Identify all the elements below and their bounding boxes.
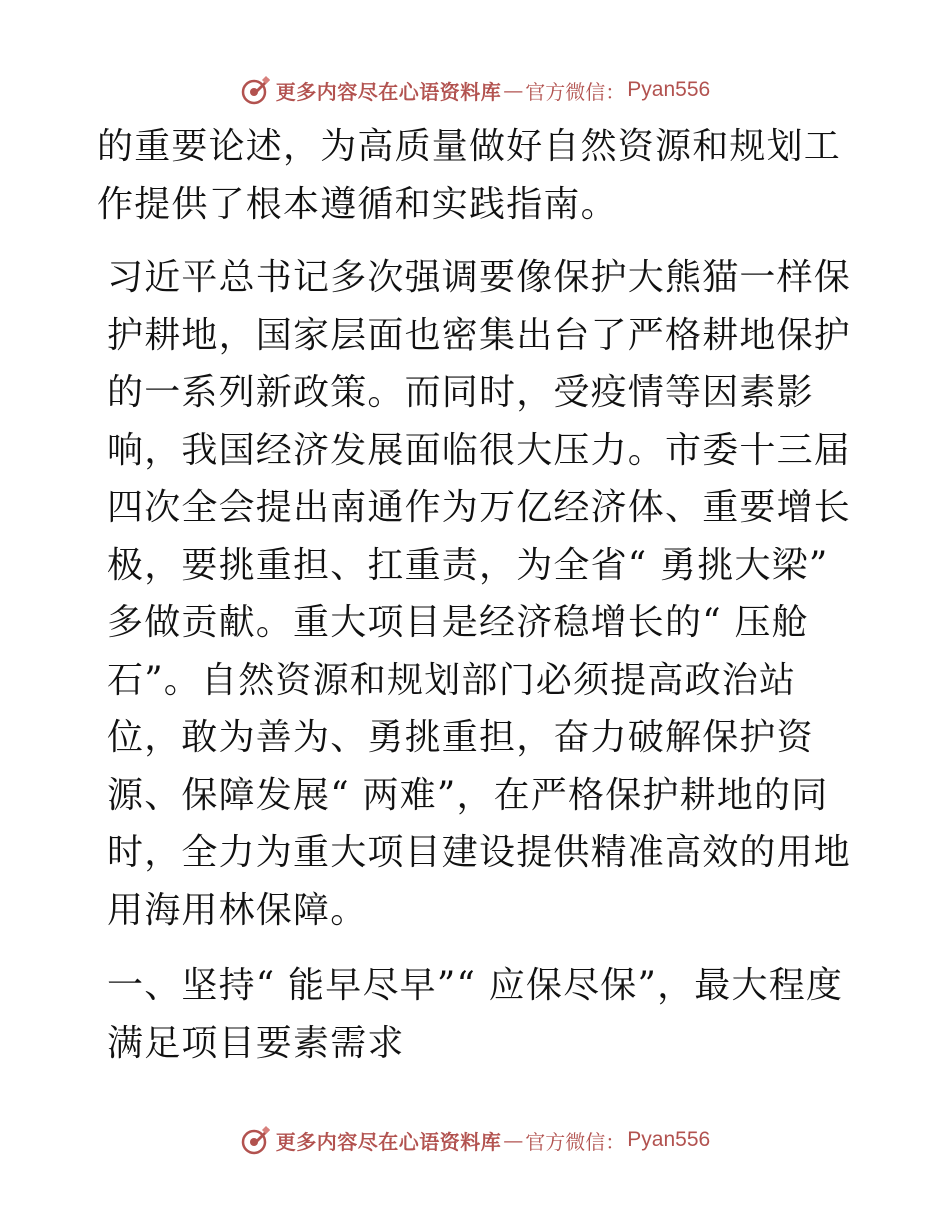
banner-dash: —: [503, 78, 524, 102]
banner-wechat-id: Pyan556: [627, 1128, 711, 1151]
section-heading: 一、坚持“ 能早尽早”“ 应保尽保”，最大程度满足项目要素需求: [107, 965, 844, 1064]
header-banner: [0, 70, 950, 110]
banner-brand-text: 更多内容尽在心语资料库: [275, 79, 502, 104]
paragraph-1: 的重要论述，为高质量做好自然资源和规划工作提供了根本遵循和实践指南。: [97, 126, 842, 225]
banner-wechat-id: Pyan556: [627, 78, 711, 101]
footer-banner: [0, 1120, 950, 1160]
banner-dash: —: [503, 1128, 524, 1152]
banner-brand-text: 更多内容尽在心语资料库: [275, 1129, 502, 1154]
document-body: [97, 118, 857, 1072]
banner-wechat-label: 官方微信：: [525, 79, 626, 104]
banner-wechat-label: 官方微信：: [525, 1129, 626, 1154]
paragraph-2: 习近平总书记多次强调要像保护大熊猫一样保护耕地，国家层面也密集出台了严格耕地保护的一系列新政策。而同时，受疫情等因素影响，我国经济发展面临很大压力。市委十三届四次全会提出南通作为万亿经济体、重要增长极，要挑重担、扛重责，为全省“ 勇挑大梁” 多做贡献。重大项目是经济稳增长的“ 压舱石”。自然资源和规划部门必须提高政治站位，敢为善为、勇挑重担，奋力破解保护资源、保障发展“ 两难”，在严格保护耕地的同时，全力为重大项目建设提供精准高效的用地用海用林保障。: [107, 257, 852, 931]
quill-pen-logo-icon: [240, 74, 272, 106]
quill-pen-logo-icon: [240, 1124, 272, 1156]
